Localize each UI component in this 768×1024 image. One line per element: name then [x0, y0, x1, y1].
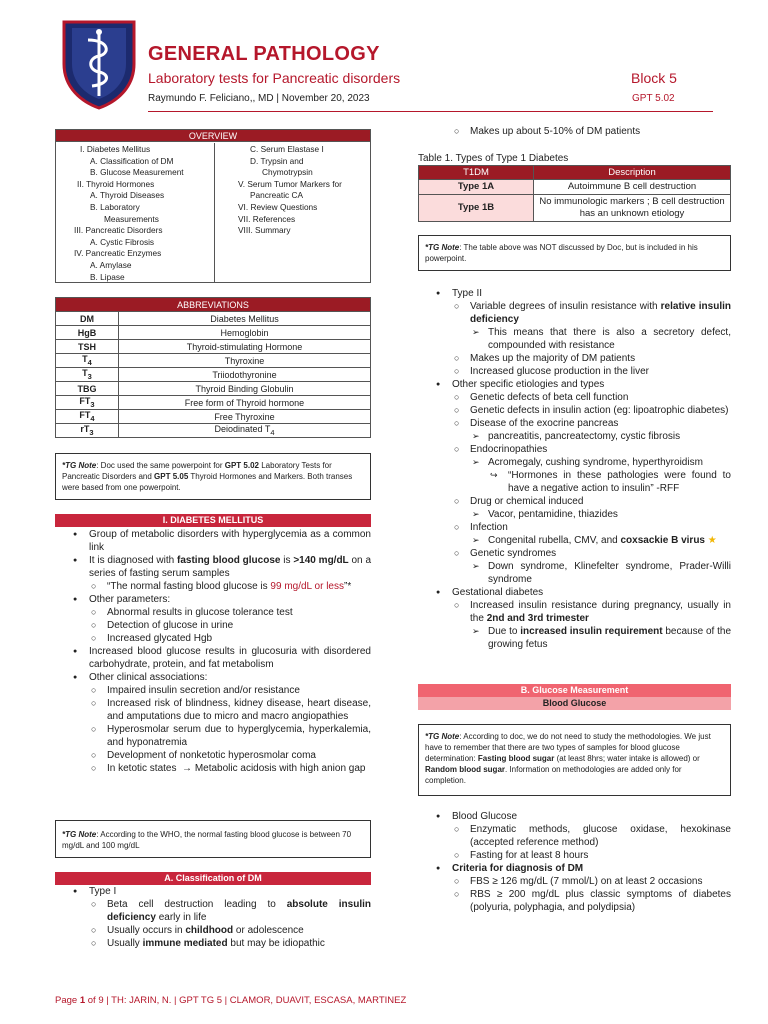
abbr-key [56, 354, 119, 368]
tg-note-powerpoint [55, 453, 371, 500]
list-item: ○ Genetic defects of beta cell function [418, 391, 731, 404]
table-row [56, 312, 371, 326]
type1-continued [418, 125, 731, 138]
list-item: ○ Variable degrees of insulin resistance with relative insulin deficiency [418, 300, 731, 326]
abbr-value-sub: 4 [270, 427, 275, 437]
abbr-value: Free form of Thyroid hormone [119, 396, 371, 410]
list-item: ○ Disease of the exocrine pancreas [418, 417, 731, 430]
tg-note-bold: GPT 5.05 [154, 472, 189, 481]
list-item: ○ Drug or chemical induced [418, 495, 731, 508]
star-icon: ★ [707, 535, 717, 546]
list-item: ○ Usually immune mediated but may be idiopathic [55, 937, 371, 950]
abbr-value: Diabetes Mellitus [119, 312, 371, 326]
abbr-value: Triiodothyronine [119, 368, 371, 382]
tg-note-text: . Information on methodologies are added only for completion. [425, 765, 682, 785]
table1-desc: No immunologic markers ; B cell destruction has an unknown etiology [534, 195, 731, 222]
tg-note-text: Thyroid Hormones and Markers. Both transes were based from one powerpoint. [62, 472, 353, 492]
abbr-key-sub: 4 [87, 357, 92, 367]
footer-credits: of 9 | TH: JARIN, N. | GPT TG 5 | CLAMOR, DUAVIT, ESCASA, MARTINEZ [85, 995, 407, 1006]
type1-diabetes-table [418, 165, 731, 222]
overview-item: VIII. Summary [238, 225, 291, 236]
footer-page-label: Page [55, 995, 80, 1006]
list-item: ○ In ketotic states → Metabolic acidosis with high anion gap [55, 762, 371, 775]
overview-left-column [62, 144, 184, 283]
tg-note-label: *TG Note [425, 732, 460, 741]
tg-note-text: : According to the WHO, the normal fasting blood glucose is between 70 mg/dL and 100 mg/dL [62, 830, 352, 850]
classification-of-dm-bar: A. Classification of DM [55, 872, 371, 885]
list-item: ● Type II [418, 287, 731, 300]
footer-page-number: 1 [79, 995, 86, 1006]
abbr-key [56, 396, 119, 410]
blood-glucose-body [418, 810, 731, 914]
tg-note-label: *TG Note [425, 243, 460, 252]
table-row [56, 354, 371, 368]
overview-item: B. Laboratory [90, 201, 140, 212]
tg-note-who [55, 820, 371, 858]
list-item: ○ Increased insulin resistance during pregnancy, usually in the 2nd and 3rd trimester [418, 599, 731, 625]
abbr-value: Free Thyroxine [119, 410, 371, 424]
tg-note-methodologies [418, 724, 731, 796]
table-row [56, 410, 371, 424]
classification-body [55, 885, 371, 950]
table-row [56, 382, 371, 396]
tg-note-label: *TG Note [62, 461, 97, 470]
abbr-key [56, 424, 119, 438]
abbr-key: TSH [56, 340, 119, 354]
tg-note-text: : The table above was NOT discussed by Doc, but is included in his powerpoint. [425, 243, 698, 263]
abbr-value: Hemoglobin [119, 326, 371, 340]
abbr-value: Thyroid Binding Globulin [119, 382, 371, 396]
overview-item: II. Thyroid Hormones [77, 178, 155, 189]
overview-item: I. Diabetes Mellitus [80, 144, 151, 154]
abbr-key: HgB [56, 326, 119, 340]
list-item: ○ “The normal fasting blood glucose is 99 mg/dL or less”* [55, 580, 371, 593]
list-item: ➢ pancreatitis, pancreatectomy, cystic fibrosis [418, 430, 731, 443]
list-item: ○ FBS ≥ 126 mg/dL (7 mmol/L) on at least 2 occasions [418, 875, 731, 888]
list-item: ○ Beta cell destruction leading to absolute insulin deficiency early in life [55, 898, 371, 924]
overview-item: C. Serum Elastase I [250, 144, 324, 154]
list-item: ● Other parameters: [55, 593, 371, 606]
table-row [56, 326, 371, 340]
list-item: ➢ Vacor, pentamidine, thiazides [418, 508, 731, 521]
tg-note-text: : Doc used the same powerpoint for [96, 461, 225, 470]
list-item: ○ Endocrinopathies [418, 443, 731, 456]
abbr-value-text: Deiodinated T [214, 424, 271, 435]
table1-header-t1dm: T1DM [419, 166, 534, 180]
document-subtitle: Laboratory tests for Pancreatic disorders [148, 70, 401, 86]
abbr-key-text: T [82, 368, 88, 379]
overview-item: A. Amylase [90, 259, 132, 270]
abbr-key-text: T [82, 354, 88, 365]
table-row [56, 368, 371, 382]
tg-note-text: (at least 8hrs; water intake is allowed) or [554, 754, 700, 763]
section-diabetes-mellitus-bar: I. DIABETES MELLITUS [55, 514, 371, 527]
list-item: ○ Usually occurs in childhood or adolescence [55, 924, 371, 937]
list-item: ● It is diagnosed with fasting blood glucose is >140 mg/dL on a series of fasting serum samples [55, 554, 371, 580]
list-item: ➢ Down syndrome, Klinefelter syndrome, Prader-Willi syndrome [418, 560, 731, 586]
list-item: ○ Makes up the majority of DM patients [418, 352, 731, 365]
overview-item: B. Glucose Measurement [90, 167, 184, 178]
overview-item: Measurements [104, 213, 159, 224]
overview-right-column [238, 144, 342, 237]
overview-box [55, 129, 371, 283]
list-item: ○ Genetic syndromes [418, 547, 731, 560]
overview-item: VI. Review Questions [238, 201, 318, 212]
document-title: GENERAL PATHOLOGY [148, 43, 380, 65]
abbr-key-sub: 4 [90, 413, 95, 423]
diabetes-types-body [418, 287, 731, 651]
overview-item: Chymotrypsin [262, 167, 313, 178]
list-item: ↪ “Hormones in these pathologies were found to have a negative action to insulin” -RFF [418, 469, 731, 495]
table-row [56, 396, 371, 410]
page-footer [55, 995, 406, 1006]
overview-item: A. Thyroid Diseases [90, 190, 165, 201]
list-item: ○ Enzymatic methods, glucose oxidase, hexokinase (accepted reference method) [418, 823, 731, 849]
abbr-key: DM [56, 312, 119, 326]
table1-header-description: Description [534, 166, 731, 180]
abbr-key [56, 368, 119, 382]
tg-note-table [418, 235, 731, 271]
overview-item: IV. Pancreatic Enzymes [74, 248, 162, 259]
list-item: ○ Impaired insulin secretion and/or resistance [55, 684, 371, 697]
list-item: ○ Increased glucose production in the liver [418, 365, 731, 378]
list-item: ○ Detection of glucose in urine [55, 619, 371, 632]
tg-note-text: Laboratory Tests for Pancreatic Disorders and [62, 461, 332, 481]
abbreviations-table [55, 297, 371, 438]
abbreviations-heading: ABBREVIATIONS [56, 298, 371, 312]
overview-item: VII. References [238, 213, 296, 224]
tg-note-bold: Random blood sugar [425, 765, 505, 774]
list-item: ➢ Due to increased insulin requirement because of the growing fetus [418, 625, 731, 651]
tg-note-text: : According to doc, we do not need to study the methodologies. We just have to remember that there are two types of samples for blood glucose determination: [425, 732, 711, 763]
list-item: ● Group of metabolic disorders with hyperglycemia as a common link [55, 528, 371, 554]
table-row [419, 195, 731, 222]
block-label: Block 5 [631, 70, 677, 86]
overview-item: Pancreatic CA [250, 190, 304, 201]
school-crest-logo [58, 18, 140, 110]
overview-item: A. Cystic Fibrosis [90, 236, 155, 247]
glucose-measurement-bar: B. Glucose Measurement [418, 684, 731, 697]
header-divider [148, 111, 713, 112]
diabetes-mellitus-body [55, 528, 371, 775]
overview-item: A. Classification of DM [90, 155, 174, 166]
table1-type: Type 1B [419, 195, 534, 222]
list-item: ○ Increased glycated Hgb [55, 632, 371, 645]
author-line: Raymundo F. Feliciano,, MD | November 20, 2023 [148, 93, 370, 104]
list-item: ○ Development of nonketotic hyperosmolar coma [55, 749, 371, 762]
overview-item: B. Lipase [90, 271, 125, 282]
list-item: ○ Abnormal results in glucose tolerance test [55, 606, 371, 619]
tg-note-label: *TG Note [62, 830, 97, 839]
list-item: ○ Hyperosmolar serum due to hyperglycemia, hyperkalemia, and hyponatremia [55, 723, 371, 749]
abbr-value: Thyroid-stimulating Hormone [119, 340, 371, 354]
blood-glucose-bar: Blood Glucose [418, 697, 731, 710]
list-item: ○ Increased risk of blindness, kidney disease, heart disease, and amputations due to micro and macro angiopathies [55, 697, 371, 723]
abbr-key: TBG [56, 382, 119, 396]
tg-note-bold: GPT 5.02 [224, 461, 259, 470]
list-item: ➢ Congenital rubella, CMV, and coxsackie B virus ★ [418, 534, 731, 547]
course-code: GPT 5.02 [632, 93, 675, 104]
abbr-key-text: FT [79, 410, 91, 421]
overview-divider [214, 143, 215, 283]
list-item: ○ RBS ≥ 200 mg/dL plus classic symptoms of diabetes (polyuria, polyphagia, and polydipsia) [418, 888, 731, 914]
list-item: ○ Genetic defects in insulin action (eg: lipoatrophic diabetes) [418, 404, 731, 417]
abbr-key-text: rT [80, 424, 90, 435]
abbr-key-sub: 3 [87, 371, 92, 381]
table-row [419, 180, 731, 195]
abbr-key [56, 410, 119, 424]
table1-caption: Table 1. Types of Type 1 Diabetes [418, 153, 569, 164]
list-item: ● Other specific etiologies and types [418, 378, 731, 391]
list-item: ● Gestational diabetes [418, 586, 731, 599]
table1-desc: Autoimmune B cell destruction [534, 180, 731, 195]
list-item: ● Criteria for diagnosis of DM [418, 862, 731, 875]
list-item: ● Other clinical associations: [55, 671, 371, 684]
overview-item: D. Trypsin and [250, 155, 304, 166]
list-item: ○ Makes up about 5-10% of DM patients [418, 125, 731, 138]
list-item: ● Blood Glucose [418, 810, 731, 823]
list-item: ➢ Acromegaly, cushing syndrome, hyperthyroidism [418, 456, 731, 469]
overview-heading: OVERVIEW [56, 130, 370, 142]
abbr-value: Thyroxine [119, 354, 371, 368]
list-item: ○ Fasting for at least 8 hours [418, 849, 731, 862]
abbr-value [119, 424, 371, 438]
overview-item: III. Pancreatic Disorders [74, 225, 163, 236]
list-item: ● Type I [55, 885, 371, 898]
list-item: ○ Infection [418, 521, 731, 534]
abbr-key-text: FT [79, 396, 91, 407]
list-item: ➢ This means that there is also a secretory defect, compounded with resistance [418, 326, 731, 352]
list-item: ● Increased blood glucose results in glucosuria with disordered carbohydrate, protein, and fat metabolism [55, 645, 371, 671]
overview-item: V. Serum Tumor Markers for [238, 178, 342, 189]
abbr-key-sub: 3 [89, 427, 94, 437]
table-row [56, 340, 371, 354]
table1-type: Type 1A [419, 180, 534, 195]
abbr-key-sub: 3 [90, 399, 95, 409]
tg-note-bold: Fasting blood sugar [477, 754, 555, 763]
table-row [56, 424, 371, 438]
